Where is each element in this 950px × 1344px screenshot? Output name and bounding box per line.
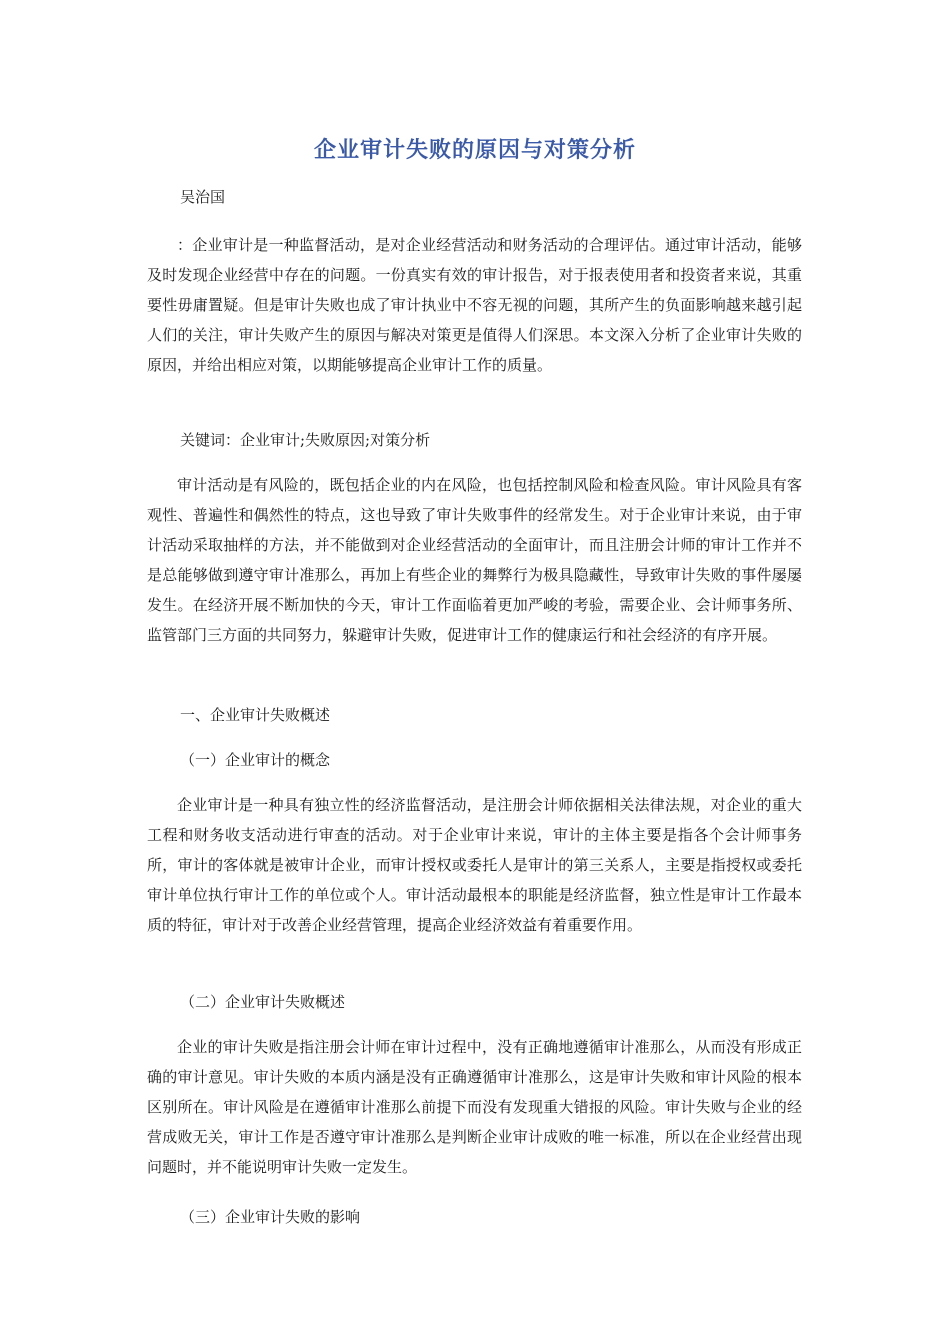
subsection-2-paragraph: 企业的审计失败是指注册会计师在审计过程中，没有正确地遵循审计准那么，从而没有形成正确的审计意见。审计失败的本质内涵是没有正确遵循审计准那么，这是审计失败和审计风险的根本区别所在。审计风险是在遵循审计准那么前提下而没有发现重大错报的风险。审计失败与企业的经营成败无关，审计工作是否遵守审计准那么是判断企业审计成败的唯一标准，所以在企业经营出现问题时，并不能说明审计失败一定发生。 — [147, 1038, 802, 1176]
keywords-line: 关键词：企业审计;失败原因;对策分析 — [180, 431, 431, 449]
author-name: 吴治国 — [180, 188, 226, 206]
intro-paragraph: 审计活动是有风险的，既包括企业的内在风险，也包括控制风险和检查风险。审计风险具有客观性、普遍性和偶然性的特点，这也导致了审计失败事件的经常发生。对于企业审计来说，由于审计活动采取抽样的方法，并不能做到对企业经营活动的全面审计，而且注册会计师的审计工作并不是总能够做到遵守审计准那么，再加上有些企业的舞弊行为极具隐藏性，导致审计失败的事件屡屡发生。在经济开展不断加快的今天，审计工作面临着更加严峻的考验，需要企业、会计师事务所、监管部门三方面的共同努力，躲避审计失败，促进审计工作的健康运行和社会经济的有序开展。 — [147, 476, 802, 644]
subsection-heading-2: （二）企业审计失败概述 — [180, 993, 346, 1011]
section-heading-1: 一、企业审计失败概述 — [180, 706, 331, 724]
document-title: 企业审计失败的原因与对策分析 — [313, 138, 636, 163]
subsection-heading-1: （一）企业审计的概念 — [180, 751, 331, 769]
subsection-heading-3: （三）企业审计失败的影响 — [180, 1208, 361, 1226]
subsection-1-paragraph: 企业审计是一种具有独立性的经济监督活动，是注册会计师依据相关法律法规，对企业的重大工程和财务收支活动进行审查的活动。对于企业审计来说，审计的主体主要是指各个会计师事务所，审计的客体就是被审计企业，而审计授权或委托人是审计的第三关系人，主要是指授权或委托审计单位执行审计工作的单位或个人。审计活动最根本的职能是经济监督，独立性是审计工作最本质的特征，审计对于改善企业经营管理，提高企业经济效益有着重要作用。 — [147, 796, 802, 934]
abstract-paragraph: ：企业审计是一种监督活动，是对企业经营活动和财务活动的合理评估。通过审计活动，能够及时发现企业经营中存在的问题。一份真实有效的审计报告，对于报表使用者和投资者来说，其重要性毋庸置疑。但是审计失败也成了审计执业中不容无视的问题，其所产生的负面影响越来越引起人们的关注，审计失败产生的原因与解决对策更是值得人们深思。本文深入分析了企业审计失败的原因，并给出相应对策，以期能够提高企业审计工作的质量。 — [147, 236, 802, 374]
